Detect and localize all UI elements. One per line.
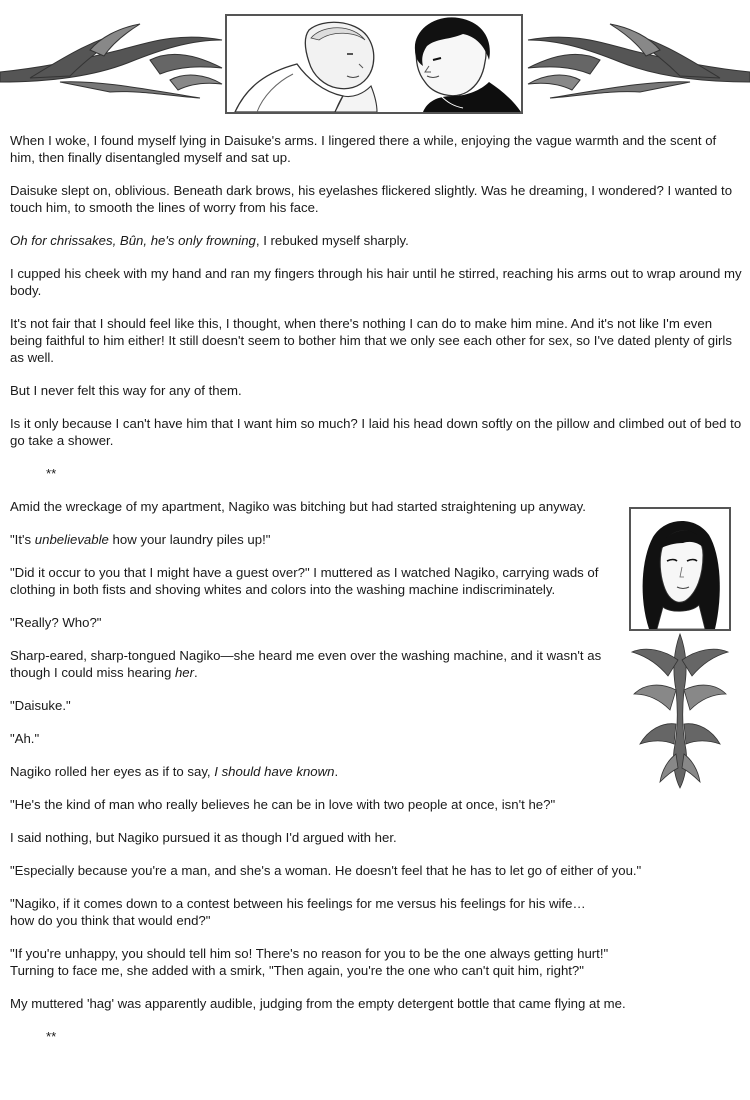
paragraph: It's not fair that I should feel like this, I thought, when there's nothing I can do to make him mine. And it's not like I'm even being faithful to him either! It still doesn't seem to bother him that we only see each other for sex, so I've dated plenty of girls as well. — [10, 316, 732, 365]
italic-text: I should have known — [214, 764, 335, 779]
paragraph: "If you're unhappy, you should tell him so! There's no reason for you to be the one always getting hurt!" Turning to face me, she added with a smirk, "Then again, you're the one who can't quit him, right?" — [10, 946, 609, 978]
paragraph: But I never felt this way for any of them. — [10, 383, 242, 398]
paragraph-text: Sharp-eared, sharp-tongued Nagiko—she heard me even over the washing machine, and it wasn't as though I could miss hearing — [10, 648, 602, 680]
header-illustration-panel — [225, 14, 523, 114]
paragraph: "Really? Who?" — [10, 615, 102, 630]
tribal-ornament-right — [526, 20, 750, 100]
scene-separator: ** — [46, 1029, 57, 1044]
paragraph-text: how your laundry piles up!" — [108, 532, 271, 547]
paragraph: "Nagiko, if it comes down to a contest between his feelings for me versus his feelings for his wife… how do you think that would end?" — [10, 896, 586, 928]
paragraph: I said nothing, but Nagiko pursued it as though I'd argued with her. — [10, 830, 397, 845]
paragraph-text: Nagiko rolled her eyes as if to say, — [10, 764, 215, 779]
paragraph — [10, 531, 610, 548]
paragraph — [10, 232, 742, 249]
paragraph-text: . — [194, 665, 198, 680]
tribal-ornament-vertical — [628, 630, 732, 790]
italic-text: unbelievable — [34, 532, 109, 547]
paragraph: Amid the wreckage of my apartment, Nagiko was bitching but had started straightening up anyway. — [10, 499, 586, 514]
paragraph: "Especially because you're a man, and she's a woman. He doesn't feel that he has to let go of either of you." — [10, 863, 642, 878]
two-men-portrait-illustration — [227, 16, 521, 112]
paragraph: Is it only because I can't have him that I want him so much? I laid his head down softly on the pillow and climbed out of bed to go take a shower. — [10, 416, 742, 448]
italic-text: Oh for chrissakes, Bûn, he's only frowning — [10, 233, 256, 248]
woman-portrait-illustration — [631, 509, 729, 629]
paragraph: My muttered 'hag' was apparently audible, judging from the empty detergent bottle that came flying at me. — [10, 996, 626, 1011]
paragraph-text: "It's — [10, 532, 35, 547]
paragraph-text: , I rebuked myself sharply. — [255, 233, 409, 248]
side-illustration-panel — [629, 507, 731, 631]
paragraph: Daisuke slept on, oblivious. Beneath dark brows, his eyelashes flickered slightly. Was he dreaming, I wondered? I wanted to touch him, to smooth the lines of worry from his face. — [10, 183, 733, 215]
paragraph: I cupped his cheek with my hand and ran my fingers through his hair until he stirred, reaching his arms out to wrap around my body. — [10, 266, 742, 298]
tribal-ornament-left — [0, 20, 225, 100]
scene-separator: ** — [46, 466, 57, 481]
paragraph: When I woke, I found myself lying in Daisuke's arms. I lingered there a while, enjoying the vague warmth and the scent of him, then finally disentangled myself and sat up. — [10, 133, 717, 165]
italic-text: her — [174, 665, 195, 680]
page-header — [0, 0, 750, 124]
paragraph-text: . — [334, 764, 339, 779]
paragraph: "Ah." — [10, 731, 40, 746]
paragraph: "Daisuke." — [10, 698, 71, 713]
paragraph — [10, 763, 610, 780]
paragraph: "Did it occur to you that I might have a guest over?" I muttered as I watched Nagiko, carrying wads of clothing in both fists and shoving whites and colors into the washing machine indiscriminately. — [10, 565, 599, 597]
paragraph — [10, 647, 610, 681]
paragraph: "He's the kind of man who really believes he can be in love with two people at once, isn't he?" — [10, 797, 556, 812]
